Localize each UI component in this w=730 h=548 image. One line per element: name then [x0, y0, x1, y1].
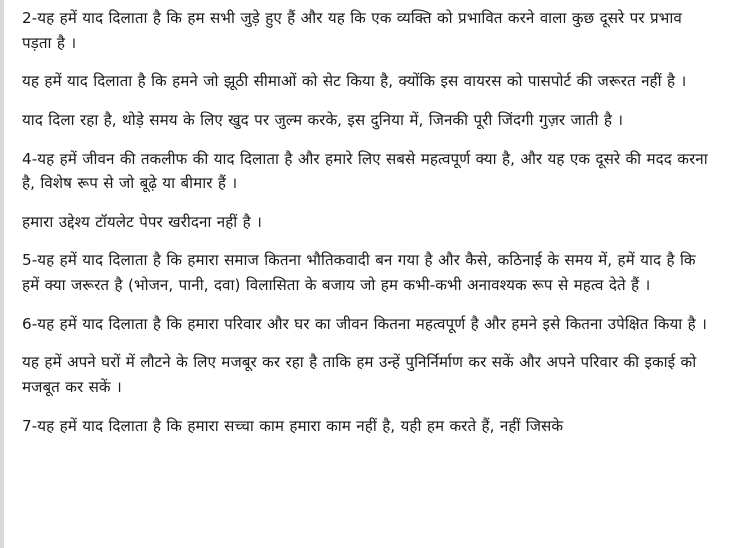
document-body	[22, 6, 710, 438]
paragraph: 4-यह हमें जीवन की तकलीफ की याद दिलाता है और हमारे लिए सबसे महत्वपूर्ण क्या है, और यह एक दूसरे की मदद करना है, विशेष रूप से जो बूढ़े या बीमार हैं ।	[22, 149, 708, 193]
paragraph: 7-यह हमें याद दिलाता है कि हमारा सच्चा काम हमारा काम नहीं है, यही हम करते हैं, नहीं जिसके	[22, 416, 564, 435]
paragraph: यह हमें याद दिलाता है कि हमने जो झूठी सीमाओं को सेट किया है, क्योंकि इस वायरस को पासपोर्ट की जरूरत नहीं है ।	[22, 72, 687, 91]
page-left-margin-rule	[0, 0, 4, 548]
paragraph: 6-यह हमें याद दिलाता है कि हमारा परिवार और घर का जीवन कितना महत्वपूर्ण है और हमने इसे कितना उपेक्षित किया है ।	[22, 314, 707, 333]
paragraph: 5-यह हमें याद दिलाता है कि हमारा समाज कितना भौतिकवादी बन गया है और कैसे, कठिनाई के समय में, हमें याद है कि हमें क्या जरूरत है (भोजन, पानी, दवा) विलासिता के बजाय जो हम कभी-कभी अनावश्यक रूप से महत्व देते हैं ।	[22, 251, 696, 294]
paragraph: 2-यह हमें याद दिलाता है कि हम सभी जुड़े हुए हैं और यह कि एक व्यक्ति को प्रभावित करने वाला कुछ दूसरे पर प्रभाव पड़ता है ।	[22, 9, 682, 52]
paragraph: हमारा उद्देश्य टॉयलेट पेपर खरीदना नहीं है ।	[22, 212, 262, 231]
paragraph: यह हमें अपने घरों में लौटने के लिए मजबूर कर रहा है ताकि हम उन्हें पुनिर्निर्माण कर सकें और अपने परिवार की इकाई को मजबूत कर सकें ।	[22, 353, 697, 396]
paragraph: याद दिला रहा है, थोड़े समय के लिए खुद पर जुल्म करके, इस दुनिया में, जिनकी पूरी जिंदगी गुज़र जाती है ।	[22, 110, 624, 129]
